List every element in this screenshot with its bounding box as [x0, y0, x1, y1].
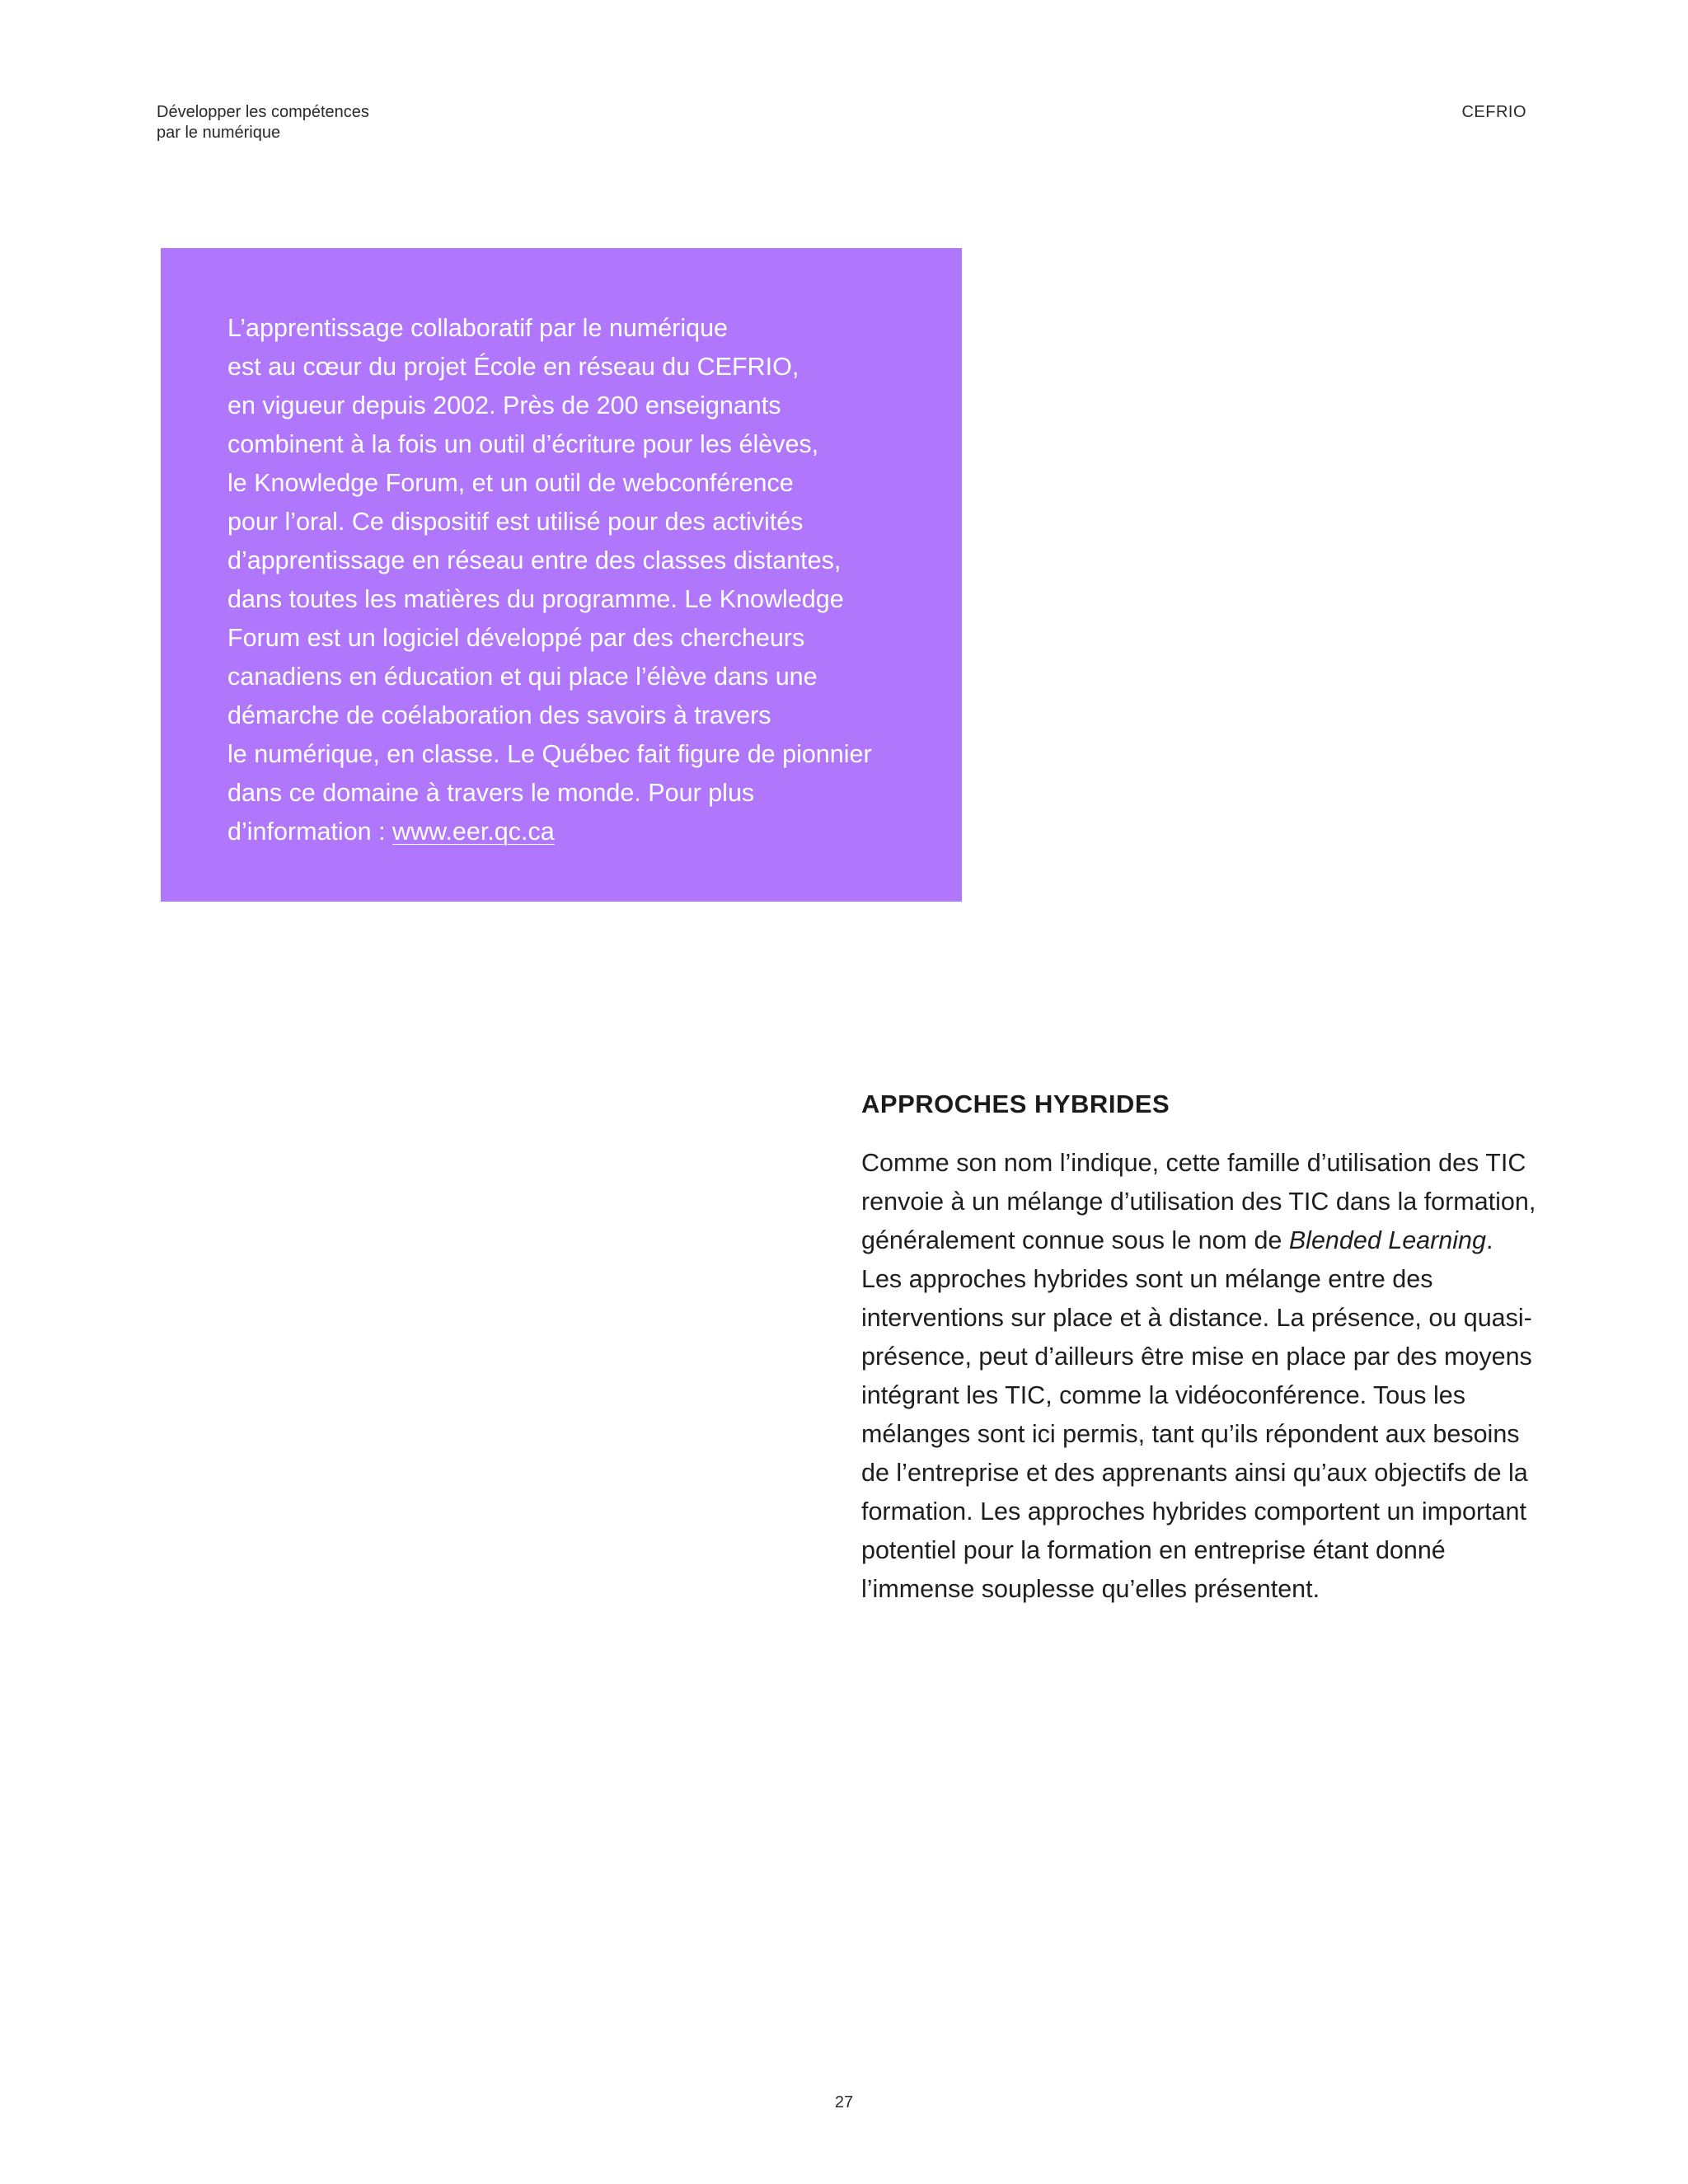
- running-header-organization: CEFRIO: [1461, 103, 1526, 121]
- section-paragraph: [861, 1144, 1537, 1609]
- running-header-title: [157, 102, 369, 143]
- callout-text: [227, 309, 912, 851]
- running-header-line-1: Développer les compétences: [157, 103, 369, 121]
- hybrid-approaches-section: [861, 1086, 1537, 1609]
- callout-website-link[interactable]: www.eer.qc.ca: [392, 818, 555, 846]
- running-header-line-2: par le numérique: [157, 124, 281, 142]
- paragraph-part-1: Comme son nom l’indique, cette famille d’utilisation des TIC renvoie à un mélange d’utilisation des TIC dans la formation, généralement connue sous le nom de: [861, 1149, 1536, 1254]
- paragraph-italic-term: Blended Learning: [1288, 1226, 1486, 1254]
- page-number: 27: [834, 2093, 854, 2111]
- callout-body: L’apprentissage collaboratif par le numérique est au cœur du projet École en réseau du CEFRIO, en vigueur depuis 2002. Près de 200 enseignants combinent à la fois un outil d’écriture pour les élèves, le Knowledge Forum, et un outil de webconférence pour l’oral. Ce dispositif est utilisé pour des activités d’apprentissage en réseau entre des classes distantes, dans toutes les matières du programme. Le Knowledge Forum est un logiciel développé par des chercheurs canadiens en éducation et qui place l’élève dans une démarche de coélaboration des savoirs à travers le numérique, en classe. Le Québec fait figure de pionnier dans ce domaine à travers le monde. Pour plus d’information :: [227, 314, 872, 846]
- section-heading: APPROCHES HYBRIDES: [861, 1090, 1170, 1118]
- callout-box: [161, 248, 962, 902]
- paragraph-part-2: . Les approches hybrides sont un mélange entre des interventions sur place et à distance. La présence, ou quasi-présence, peut d’ailleurs être mise en place par des moyens intégrant les TIC, comme la vidéoconférence. Tous les mélanges sont ici permis, tant qu’ils répondent aux besoins de l’entreprise et des apprenants ainsi qu’aux objectifs de la formation. Les approches hybrides comportent un important potentiel pour la formation en entreprise étant donné l’immense souplesse qu’elles présentent.: [861, 1226, 1532, 1603]
